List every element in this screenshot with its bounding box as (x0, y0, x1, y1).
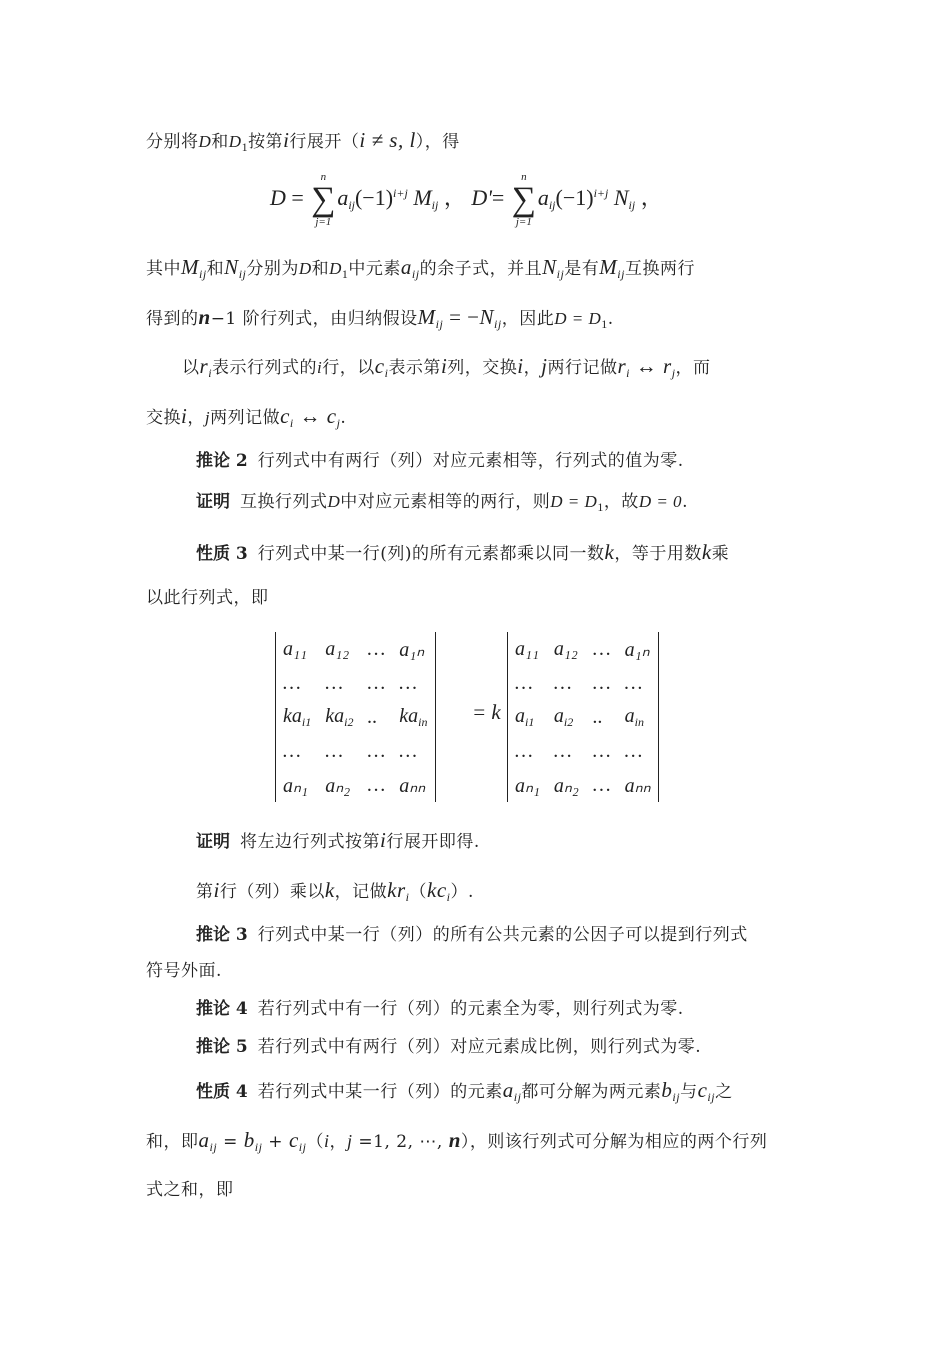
det-cell: … (624, 671, 643, 694)
text: 是有 (564, 259, 600, 279)
det-cell: … (592, 773, 611, 796)
math: c (374, 354, 385, 378)
text: 将左边行列式按第 (240, 832, 380, 852)
text: . (607, 309, 614, 329)
math-sub: i (446, 890, 451, 904)
det-row (508, 734, 658, 768)
property-label: 性质 3 (196, 544, 248, 564)
det-cell: … (592, 739, 611, 762)
math: N (542, 255, 557, 279)
det-cell: aₙ₂ (553, 774, 579, 797)
math-sub: i (208, 366, 213, 380)
det-row (276, 666, 435, 700)
text: ， (329, 1132, 347, 1152)
text: 互换两行 (624, 259, 695, 279)
text: 两列记做 (210, 408, 281, 428)
det-cell: … (399, 671, 418, 694)
text: 和，即 (146, 1132, 199, 1152)
math-sub: j (336, 416, 341, 430)
det-cell: … (592, 671, 611, 694)
math: ↔ (293, 404, 327, 428)
text: 以此行列式，即 (146, 588, 269, 608)
math: i (440, 354, 448, 378)
text: 和 (206, 259, 225, 279)
equation-expansion (270, 172, 663, 228)
math: c (288, 1128, 299, 1152)
det-cell: $ka_{in}$ (399, 704, 428, 729)
math-sub: j (671, 366, 676, 380)
math: M (413, 185, 432, 211)
math: N (613, 185, 629, 211)
paragraph-line (146, 585, 269, 611)
math: N (224, 255, 239, 279)
text: ），则该行列式可分解为相应的两个行列 (460, 1132, 768, 1152)
text: 以 (182, 358, 200, 378)
math-sub: ij (209, 1140, 218, 1154)
det-cell: a₁₂ (325, 637, 350, 660)
det-row (508, 632, 658, 666)
text: 分别为 (246, 259, 299, 279)
text: ， (187, 408, 205, 428)
paragraph-line (146, 1127, 767, 1160)
text: 中元素 (348, 259, 401, 279)
det-cell: a₁₂ (553, 637, 578, 660)
det-cell: aₙ₁ (515, 774, 540, 797)
math: N (479, 305, 495, 329)
math-sub: ij (431, 198, 439, 213)
math-sub: ij (548, 198, 556, 213)
text: ，因此 (501, 309, 555, 329)
math-sub: 1 (601, 317, 608, 331)
corollary-label: 推论 4 (196, 999, 248, 1019)
det-cell: $a_{in}$ (624, 704, 644, 729)
text: 第 (196, 882, 214, 902)
math: k (701, 540, 712, 564)
text: 乘 (711, 544, 730, 564)
corollary-label: 推论 3 (196, 925, 248, 945)
math: a (198, 1128, 210, 1152)
det-cell: aₙₙ (399, 774, 426, 797)
text: 和 (211, 132, 229, 152)
det-row (508, 700, 658, 734)
math: k (604, 540, 615, 564)
math-sub: ij (348, 198, 355, 213)
det-equals-k: = k (472, 700, 501, 724)
det-cell: a₁₁ (283, 637, 307, 660)
math-sub: 1 (241, 140, 249, 154)
text: 列，交换 (447, 358, 518, 378)
math: D (298, 259, 312, 278)
text: . (340, 408, 347, 428)
det-cell: a₁ₙ (399, 638, 425, 661)
math: D = 0 (638, 492, 683, 511)
text: ，而 (675, 358, 711, 378)
math: = (217, 1132, 244, 1152)
det-cell: … (325, 739, 344, 762)
math: = (291, 185, 304, 211)
text: =1, 2, ⋯, (352, 1132, 449, 1152)
text: 若行列式中某一行（列）的元素 (257, 1082, 503, 1102)
det-cell: … (283, 671, 301, 694)
math: a (337, 185, 349, 211)
text: ）. (450, 882, 474, 902)
math: a (537, 185, 549, 211)
det-cell: … (325, 671, 344, 694)
math-sub: ij (707, 1090, 716, 1104)
paragraph-line (146, 1177, 234, 1203)
text: ，记做 (334, 882, 388, 902)
det-cell: aₙₙ (624, 774, 651, 797)
determinant-right (507, 632, 659, 802)
math: n (198, 305, 211, 329)
math-sub: ij (617, 267, 625, 281)
math: = − (443, 305, 480, 329)
math: j (346, 1131, 353, 1151)
text: 与 (680, 1082, 698, 1102)
math: i (517, 354, 524, 378)
det-row (508, 768, 658, 802)
det-cell: … (515, 739, 533, 762)
det-cell: a₁ₙ (624, 638, 650, 661)
sum-bottom: j=1 (315, 216, 332, 228)
math: D (198, 132, 212, 151)
corollary-3 (196, 922, 748, 948)
math-sup: i+j (593, 186, 609, 201)
text: 其中 (146, 259, 181, 279)
det-cell: … (367, 671, 386, 694)
math: + (262, 1132, 289, 1152)
sum-top: n (320, 171, 327, 183)
det-cell: aₙ₁ (283, 774, 308, 797)
det-cell: … (367, 773, 386, 796)
sum-bottom: j=1 (515, 216, 532, 228)
property-3 (196, 539, 729, 567)
det-cell: … (367, 637, 386, 660)
math-sup: i+j (393, 186, 408, 201)
math: c (697, 1078, 708, 1102)
proof-2 (196, 827, 480, 855)
det-cell: $a_{i1}$ (515, 704, 535, 729)
math: kr (387, 878, 406, 902)
det-cell: … (399, 739, 418, 762)
math: ↔ (630, 354, 663, 378)
det-cell: … (283, 739, 301, 762)
math: (−1) (555, 185, 594, 211)
paragraph-line (182, 353, 711, 386)
math-sub: ij (298, 1140, 307, 1154)
math: ， (443, 185, 466, 211)
text: 两行记做 (547, 358, 618, 378)
text: 交换 (146, 408, 181, 428)
math: kc (427, 878, 447, 902)
paragraph-line (146, 254, 695, 287)
math: = (491, 185, 505, 211)
text: 行展开即得. (386, 832, 480, 852)
text: 之 (715, 1082, 733, 1102)
det-cell: $a_{i2}$ (553, 704, 574, 729)
math-sub: ij (411, 267, 420, 281)
math: i (380, 828, 387, 852)
math-sub: i (384, 366, 389, 380)
math: b (661, 1078, 673, 1102)
math-sub: ij (238, 267, 247, 281)
det-cell: … (624, 739, 643, 762)
text: 得到的 (146, 309, 199, 329)
paragraph-line (146, 403, 346, 436)
text: ），得 (415, 132, 460, 152)
property-4 (196, 1077, 733, 1110)
text: ， (523, 358, 542, 378)
det-cell: … (553, 671, 572, 694)
corollary-label: 推论 2 (196, 451, 248, 471)
text: 式之和，即 (146, 1180, 234, 1200)
proof-label: 证明 (196, 492, 230, 512)
text: （ (306, 1132, 324, 1152)
math: M (181, 255, 199, 279)
sum-symbol: n ∑ j=1 (311, 171, 336, 228)
text: （ (409, 882, 428, 902)
math: r (199, 354, 209, 378)
corollary-text: 若行列式中有两行（列）对应元素成比例，则行列式为零. (257, 1037, 702, 1057)
math: j (541, 354, 548, 378)
corollary-4 (196, 996, 684, 1022)
text: 按第 (248, 132, 284, 152)
corollary-text: 行列式中有两行（列）对应元素相等，行列式的值为零. (257, 451, 684, 471)
text: 行展开（ (289, 132, 360, 152)
text: 的余子式，并且 (419, 259, 543, 279)
text: ，等于用数 (614, 544, 702, 564)
math-sub: ij (556, 267, 565, 281)
text: 中对应元素相等的两行，则 (340, 492, 551, 512)
text: . (682, 492, 688, 512)
math-sub: 1 (341, 267, 349, 281)
paragraph-line (146, 127, 460, 160)
text: 行列式中某一行(列)的所有元素都乘以同一数 (257, 544, 605, 564)
math-sub: ij (672, 1090, 681, 1104)
corollary-5 (196, 1034, 701, 1060)
det-cell: .. (367, 705, 378, 728)
math-sub: ij (254, 1140, 263, 1154)
proof-1 (196, 489, 688, 520)
math-sub: ij (513, 1090, 522, 1104)
corollary-label: 推论 5 (196, 1037, 248, 1057)
det-cell: .. (592, 705, 603, 728)
det-cell: … (553, 739, 572, 762)
math: n (448, 1128, 461, 1152)
text: −1 阶行列式，由归纳假设 (210, 309, 418, 329)
math: D = D (550, 492, 598, 511)
paragraph-line (146, 304, 614, 337)
sum-symbol: n ∑ j=1 (511, 171, 536, 228)
math: i (213, 878, 220, 902)
det-row (276, 632, 435, 666)
math-sub: i (405, 890, 410, 904)
math: a (502, 1078, 514, 1102)
det-row (276, 768, 435, 802)
proof-label: 证明 (196, 832, 230, 852)
math: D (329, 259, 342, 278)
math: r (617, 354, 627, 378)
det-cell: $ka_{i1}$ (283, 704, 312, 729)
math: i ≠ s, l (359, 128, 416, 152)
text: ，故 (603, 492, 639, 512)
math: D (228, 132, 242, 151)
det-row (508, 666, 658, 700)
det-cell: a₁₁ (515, 637, 539, 660)
det-cell: aₙ₂ (325, 774, 351, 797)
text: 表示行列式的 (212, 358, 318, 378)
math: D (270, 185, 286, 211)
det-cell: … (367, 739, 386, 762)
det-cell: … (515, 671, 533, 694)
math: M (599, 255, 618, 279)
math: a (400, 255, 412, 279)
math-sub: ij (628, 198, 636, 213)
det-row (276, 700, 435, 734)
corollary-text: 行列式中某一行（列）的所有公共元素的公因子可以提到行列式 (257, 925, 748, 945)
text: 和 (311, 259, 330, 279)
paragraph-line (196, 877, 474, 910)
text: 都可分解为两元素 (521, 1082, 662, 1102)
math: b (243, 1128, 255, 1152)
text: 行，以 (322, 358, 375, 378)
text: 表示第 (388, 358, 441, 378)
text: 符号外面. (146, 961, 222, 981)
corollary-2 (196, 448, 684, 474)
math: ， (640, 185, 663, 211)
text: 互换行列式 (240, 492, 328, 512)
math: j (204, 408, 211, 427)
math: c (280, 404, 290, 428)
det-cell: $ka_{i2}$ (325, 704, 354, 729)
sum-top: n (521, 171, 527, 183)
math: D = D (554, 309, 602, 328)
text: 行（列）乘以 (219, 882, 325, 902)
math: D (327, 492, 341, 511)
math-sub: i (626, 366, 630, 380)
math: i (323, 1131, 330, 1151)
determinant-left (275, 632, 436, 802)
math: k (324, 878, 335, 902)
property-label: 性质 4 (196, 1082, 248, 1102)
math: i (181, 404, 188, 428)
math: M (417, 305, 436, 329)
corollary-text: 若行列式中有一行（列）的元素全为零，则行列式为零. (257, 999, 684, 1019)
math-sub: i (289, 416, 294, 430)
text: 分别将 (146, 132, 199, 152)
math: (−1) (354, 185, 394, 211)
math-sub: ij (494, 317, 502, 331)
math: c (326, 404, 337, 428)
math: r (663, 354, 672, 378)
paragraph-line (146, 958, 222, 984)
math: i (317, 358, 323, 377)
math-sub: ij (435, 317, 444, 331)
det-row (276, 734, 435, 768)
math: D' (471, 185, 492, 211)
math-sub: 1 (597, 500, 604, 514)
det-cell: … (592, 637, 611, 660)
math-sub: ij (199, 267, 207, 281)
math: i (283, 128, 290, 152)
